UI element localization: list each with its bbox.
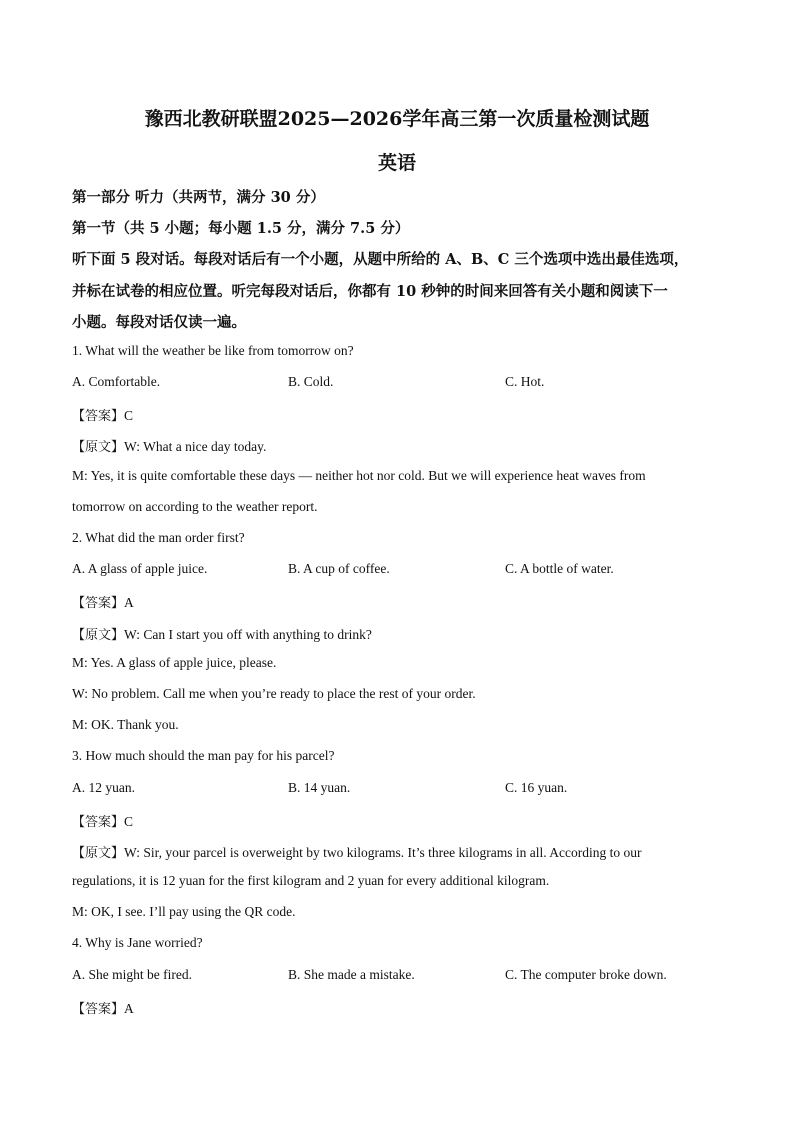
subject-title: 英语 xyxy=(377,152,416,174)
transcript-line: tomorrow on according to the weather report. xyxy=(72,499,318,514)
option-a: A. A glass of apple juice. xyxy=(72,561,208,576)
transcript-text: W: What a nice day today. xyxy=(124,439,267,454)
answer-line xyxy=(72,811,133,830)
instructions-line-3: 小题。每段对话仅读一遍。 xyxy=(72,314,246,331)
option-b: B. Cold. xyxy=(288,374,334,389)
answer-label: 【答案】 xyxy=(72,1002,125,1017)
instructions-line-2: 并标在试卷的相应位置。听完每段对话后，你都有 10 秒钟的时间来回答有关小题和阅读下一 xyxy=(72,283,668,300)
option-a: A. 12 yuan. xyxy=(72,780,135,795)
exam-title: 豫西北教研联盟2025—2026学年高三第一次质量检测试题 xyxy=(144,108,650,130)
part1-heading: 第一部分 听力（共两节，满分 30 分） xyxy=(72,189,325,206)
answer-line xyxy=(72,405,133,424)
transcript-line xyxy=(72,624,372,643)
answer-label: 【答案】 xyxy=(72,815,125,830)
transcript-line: M: Yes. A glass of apple juice, please. xyxy=(72,655,277,670)
option-a: A. She might be fired. xyxy=(72,967,192,982)
option-c: C. The computer broke down. xyxy=(505,967,667,982)
transcript-line: M: OK. Thank you. xyxy=(72,717,179,732)
transcript-label: 【原文】 xyxy=(72,440,125,455)
question-stem: 1. What will the weather be like from tomorrow on? xyxy=(72,343,354,358)
transcript-line: W: No problem. Call me when you’re ready to place the rest of your order. xyxy=(72,686,476,701)
transcript-label: 【原文】 xyxy=(72,628,125,643)
instructions-line-1: 听下面 5 段对话。每段对话后有一个小题，从题中所给的 A、B、C 三个选项中选出最佳选项， xyxy=(72,251,689,268)
section1-heading: 第一节（共 5 小题；每小题 1.5 分，满分 7.5 分） xyxy=(72,220,410,237)
answer-value: C xyxy=(124,814,134,829)
transcript-line: regulations, it is 12 yuan for the first kilogram and 2 yuan for every additional kilogram. xyxy=(72,873,550,888)
transcript-line: M: OK, I see. I’ll pay using the QR code. xyxy=(72,904,296,919)
option-c: C. 16 yuan. xyxy=(505,780,568,795)
question-stem: 3. How much should the man pay for his parcel? xyxy=(72,748,335,763)
option-b: B. She made a mistake. xyxy=(288,967,415,982)
option-c: C. Hot. xyxy=(505,374,545,389)
transcript-label: 【原文】 xyxy=(72,846,125,861)
answer-label: 【答案】 xyxy=(72,409,125,424)
transcript-line: M: Yes, it is quite comfortable these days — neither hot nor cold. But we will experience heat waves from xyxy=(72,468,646,483)
transcript-text: W: Sir, your parcel is overweight by two kilograms. It’s three kilograms in all. According to our xyxy=(124,845,642,860)
question-stem: 2. What did the man order first? xyxy=(72,530,245,545)
answer-label: 【答案】 xyxy=(72,596,125,611)
answer-value: C xyxy=(124,408,134,423)
option-c: C. A bottle of water. xyxy=(505,561,614,576)
transcript-line xyxy=(72,842,642,861)
option-b: B. A cup of coffee. xyxy=(288,561,390,576)
answer-line xyxy=(72,592,134,611)
answer-line xyxy=(72,998,134,1017)
answer-value: A xyxy=(124,595,134,610)
answer-value: A xyxy=(124,1001,134,1016)
option-a: A. Comfortable. xyxy=(72,374,161,389)
transcript-line xyxy=(72,436,266,455)
option-b: B. 14 yuan. xyxy=(288,780,351,795)
transcript-text: W: Can I start you off with anything to drink? xyxy=(124,627,372,642)
question-stem: 4. Why is Jane worried? xyxy=(72,935,203,950)
